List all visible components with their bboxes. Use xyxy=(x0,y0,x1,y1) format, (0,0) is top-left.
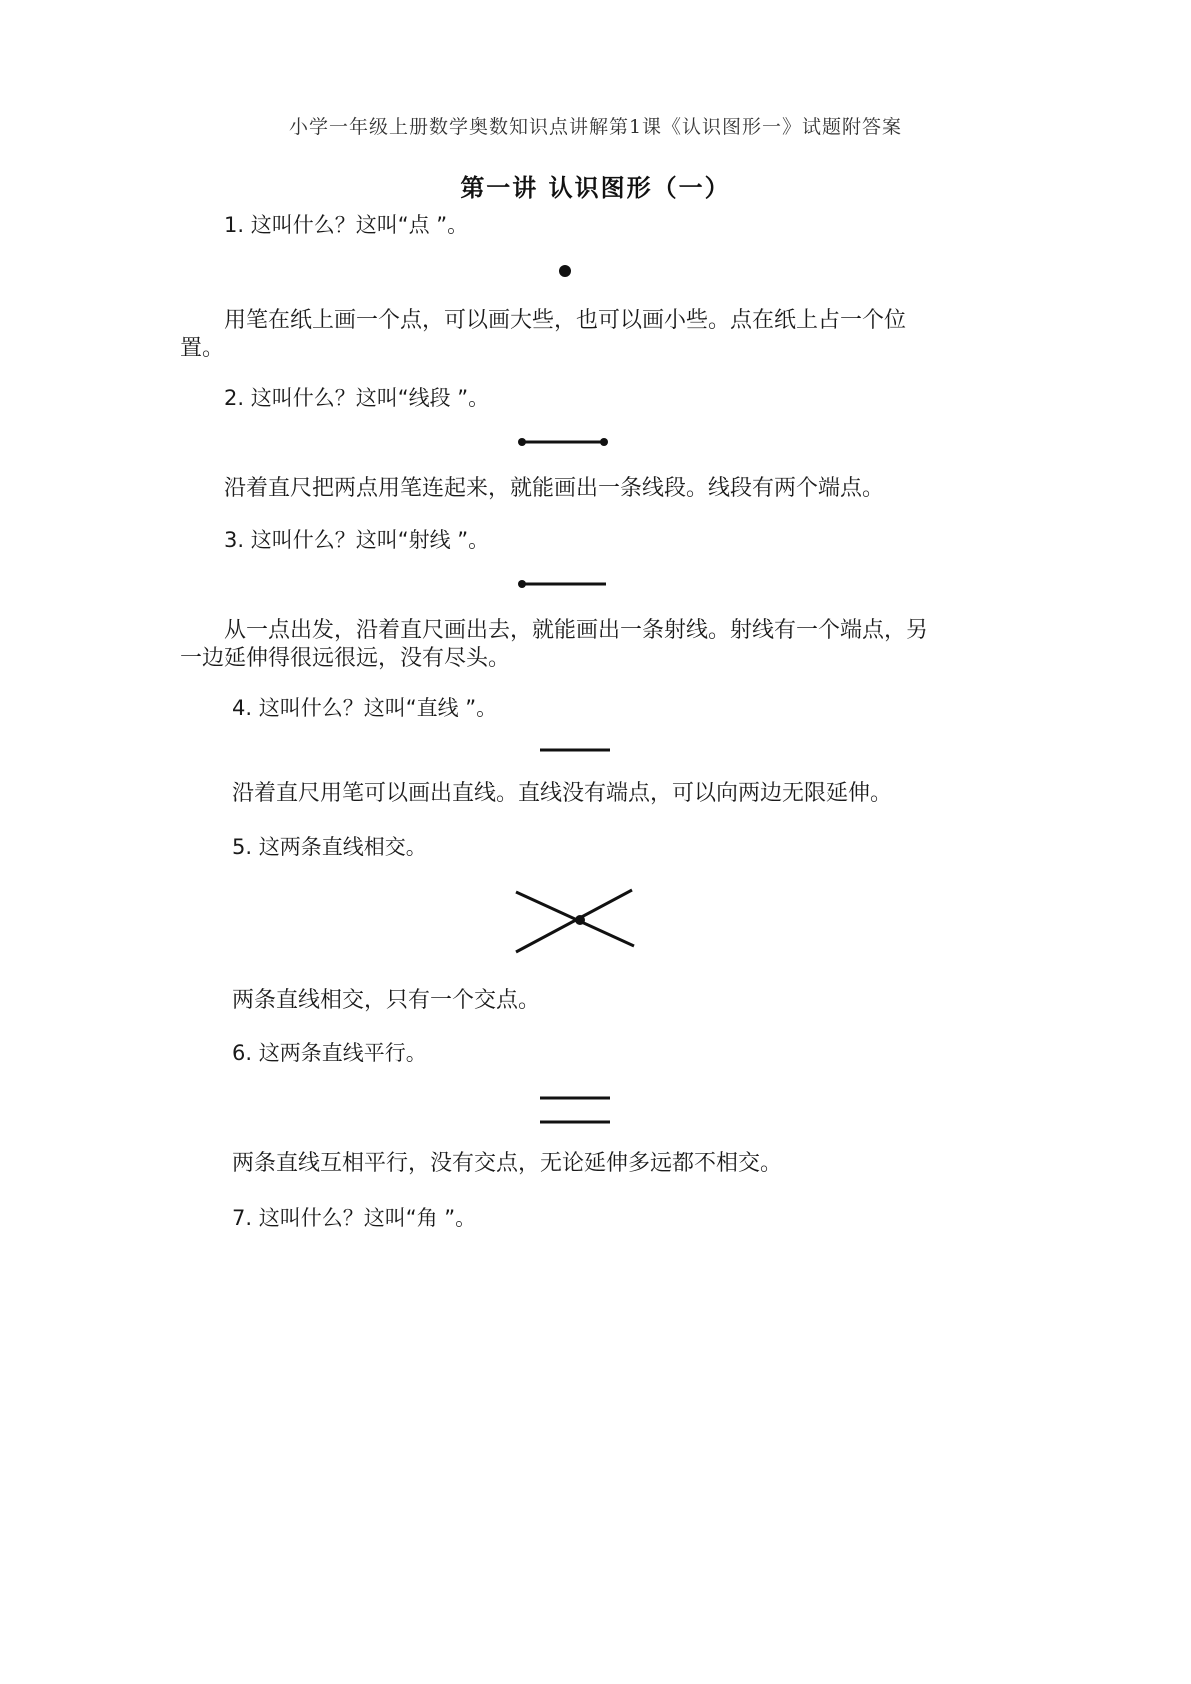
ray-icon xyxy=(514,574,614,594)
lesson-title: 第一讲 认识图形（一） xyxy=(460,174,731,202)
question-2: 2. 这叫什么？这叫“线段 ”。 xyxy=(224,386,490,410)
explanation-1-line1: 用笔在纸上画一个点，可以画大些，也可以画小些。点在纸上占一个位 xyxy=(224,308,907,333)
explanation-4: 沿着直尺用笔可以画出直线。直线没有端点，可以向两边无限延伸。 xyxy=(232,781,893,806)
question-1: 1. 这叫什么？这叫“点 ”。 xyxy=(224,213,469,237)
question-5: 5. 这两条直线相交。 xyxy=(232,835,427,859)
explanation-3-line2: 一边延伸得很远很远，没有尽头。 xyxy=(180,646,511,671)
question-6: 6. 这两条直线平行。 xyxy=(232,1041,427,1065)
explanation-2: 沿着直尺把两点用笔连起来，就能画出一条线段。线段有两个端点。 xyxy=(224,476,885,501)
explanation-6: 两条直线互相平行，没有交点，无论延伸多远都不相交。 xyxy=(232,1151,783,1176)
parallel-lines-icon xyxy=(536,1090,616,1130)
explanation-1-line2: 置。 xyxy=(180,336,225,361)
dot-icon xyxy=(552,258,578,284)
line-segment-icon xyxy=(514,432,614,452)
question-4: 4. 这叫什么？这叫“直线 ”。 xyxy=(232,696,498,720)
question-3: 3. 这叫什么？这叫“射线 ”。 xyxy=(224,528,490,552)
intersecting-lines-icon xyxy=(508,882,642,960)
question-7: 7. 这叫什么？这叫“角 ”。 xyxy=(232,1206,477,1230)
explanation-3-line1: 从一点出发，沿着直尺画出去，就能画出一条射线。射线有一个端点，另 xyxy=(224,618,929,643)
page-header: 小学一年级上册数学奥数知识点讲解第1课《认识图形一》试题附答案 xyxy=(288,116,903,138)
straight-line-icon xyxy=(536,742,616,758)
explanation-5: 两条直线相交，只有一个交点。 xyxy=(232,988,541,1013)
